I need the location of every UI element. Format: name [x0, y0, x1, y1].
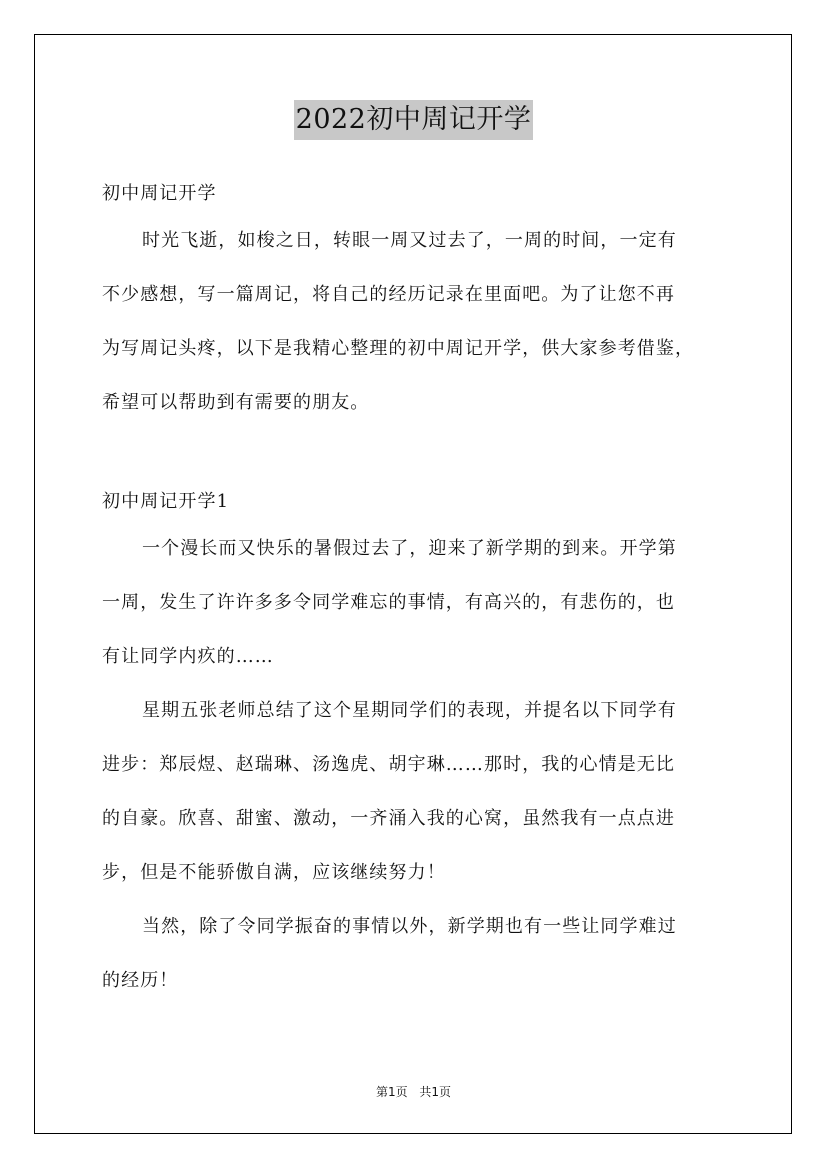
text-line: 不少感想，写一篇周记，将自己的经历记录在里面吧。为了让您不再	[102, 284, 675, 305]
text-line: 一周，发生了许许多多令同学难忘的事情，有高兴的，有悲伤的，也	[102, 592, 675, 613]
text-line: 步，但是不能骄傲自满，应该继续努力！	[102, 862, 446, 883]
text-line: 时光飞逝，如梭之日，转眼一周又过去了，一周的时间，一定有	[142, 230, 677, 251]
page-footer	[0, 1082, 827, 1102]
text-line: 希望可以帮助到有需要的朋友。	[102, 392, 370, 413]
document-body	[102, 174, 732, 1008]
page-total: 共1页	[419, 1085, 452, 1099]
document-title: 2022初中周记开学	[294, 100, 534, 140]
paragraph-1	[102, 522, 732, 684]
text-line: 为写周记头疼，以下是我精心整理的初中周记开学，供大家参考借鉴，	[102, 338, 695, 359]
intro-paragraph	[102, 214, 732, 430]
page-number: 第1页	[375, 1085, 408, 1099]
text-line: 的经历！	[102, 970, 179, 991]
document-subtitle: 初中周记开学	[102, 183, 217, 204]
paragraph-3	[102, 900, 732, 1008]
text-line: 有让同学内疚的……	[102, 646, 274, 667]
paragraph-2	[102, 684, 732, 900]
spacer	[102, 430, 732, 482]
text-line: 进步：郑辰煜、赵瑞琳、汤逸虎、胡宇琳……那时，我的心情是无比	[102, 754, 675, 775]
text-line: 星期五张老师总结了这个星期同学们的表现，并提名以下同学有	[142, 700, 677, 721]
title-container	[0, 100, 827, 140]
text-line: 一个漫长而又快乐的暑假过去了，迎来了新学期的到来。开学第	[142, 538, 677, 559]
section-title: 初中周记开学1	[102, 491, 230, 512]
text-line: 当然，除了令同学振奋的事情以外，新学期也有一些让同学难过	[142, 916, 677, 937]
text-line: 的自豪。欣喜、甜蜜、激动，一齐涌入我的心窝，虽然我有一点点进	[102, 808, 675, 829]
